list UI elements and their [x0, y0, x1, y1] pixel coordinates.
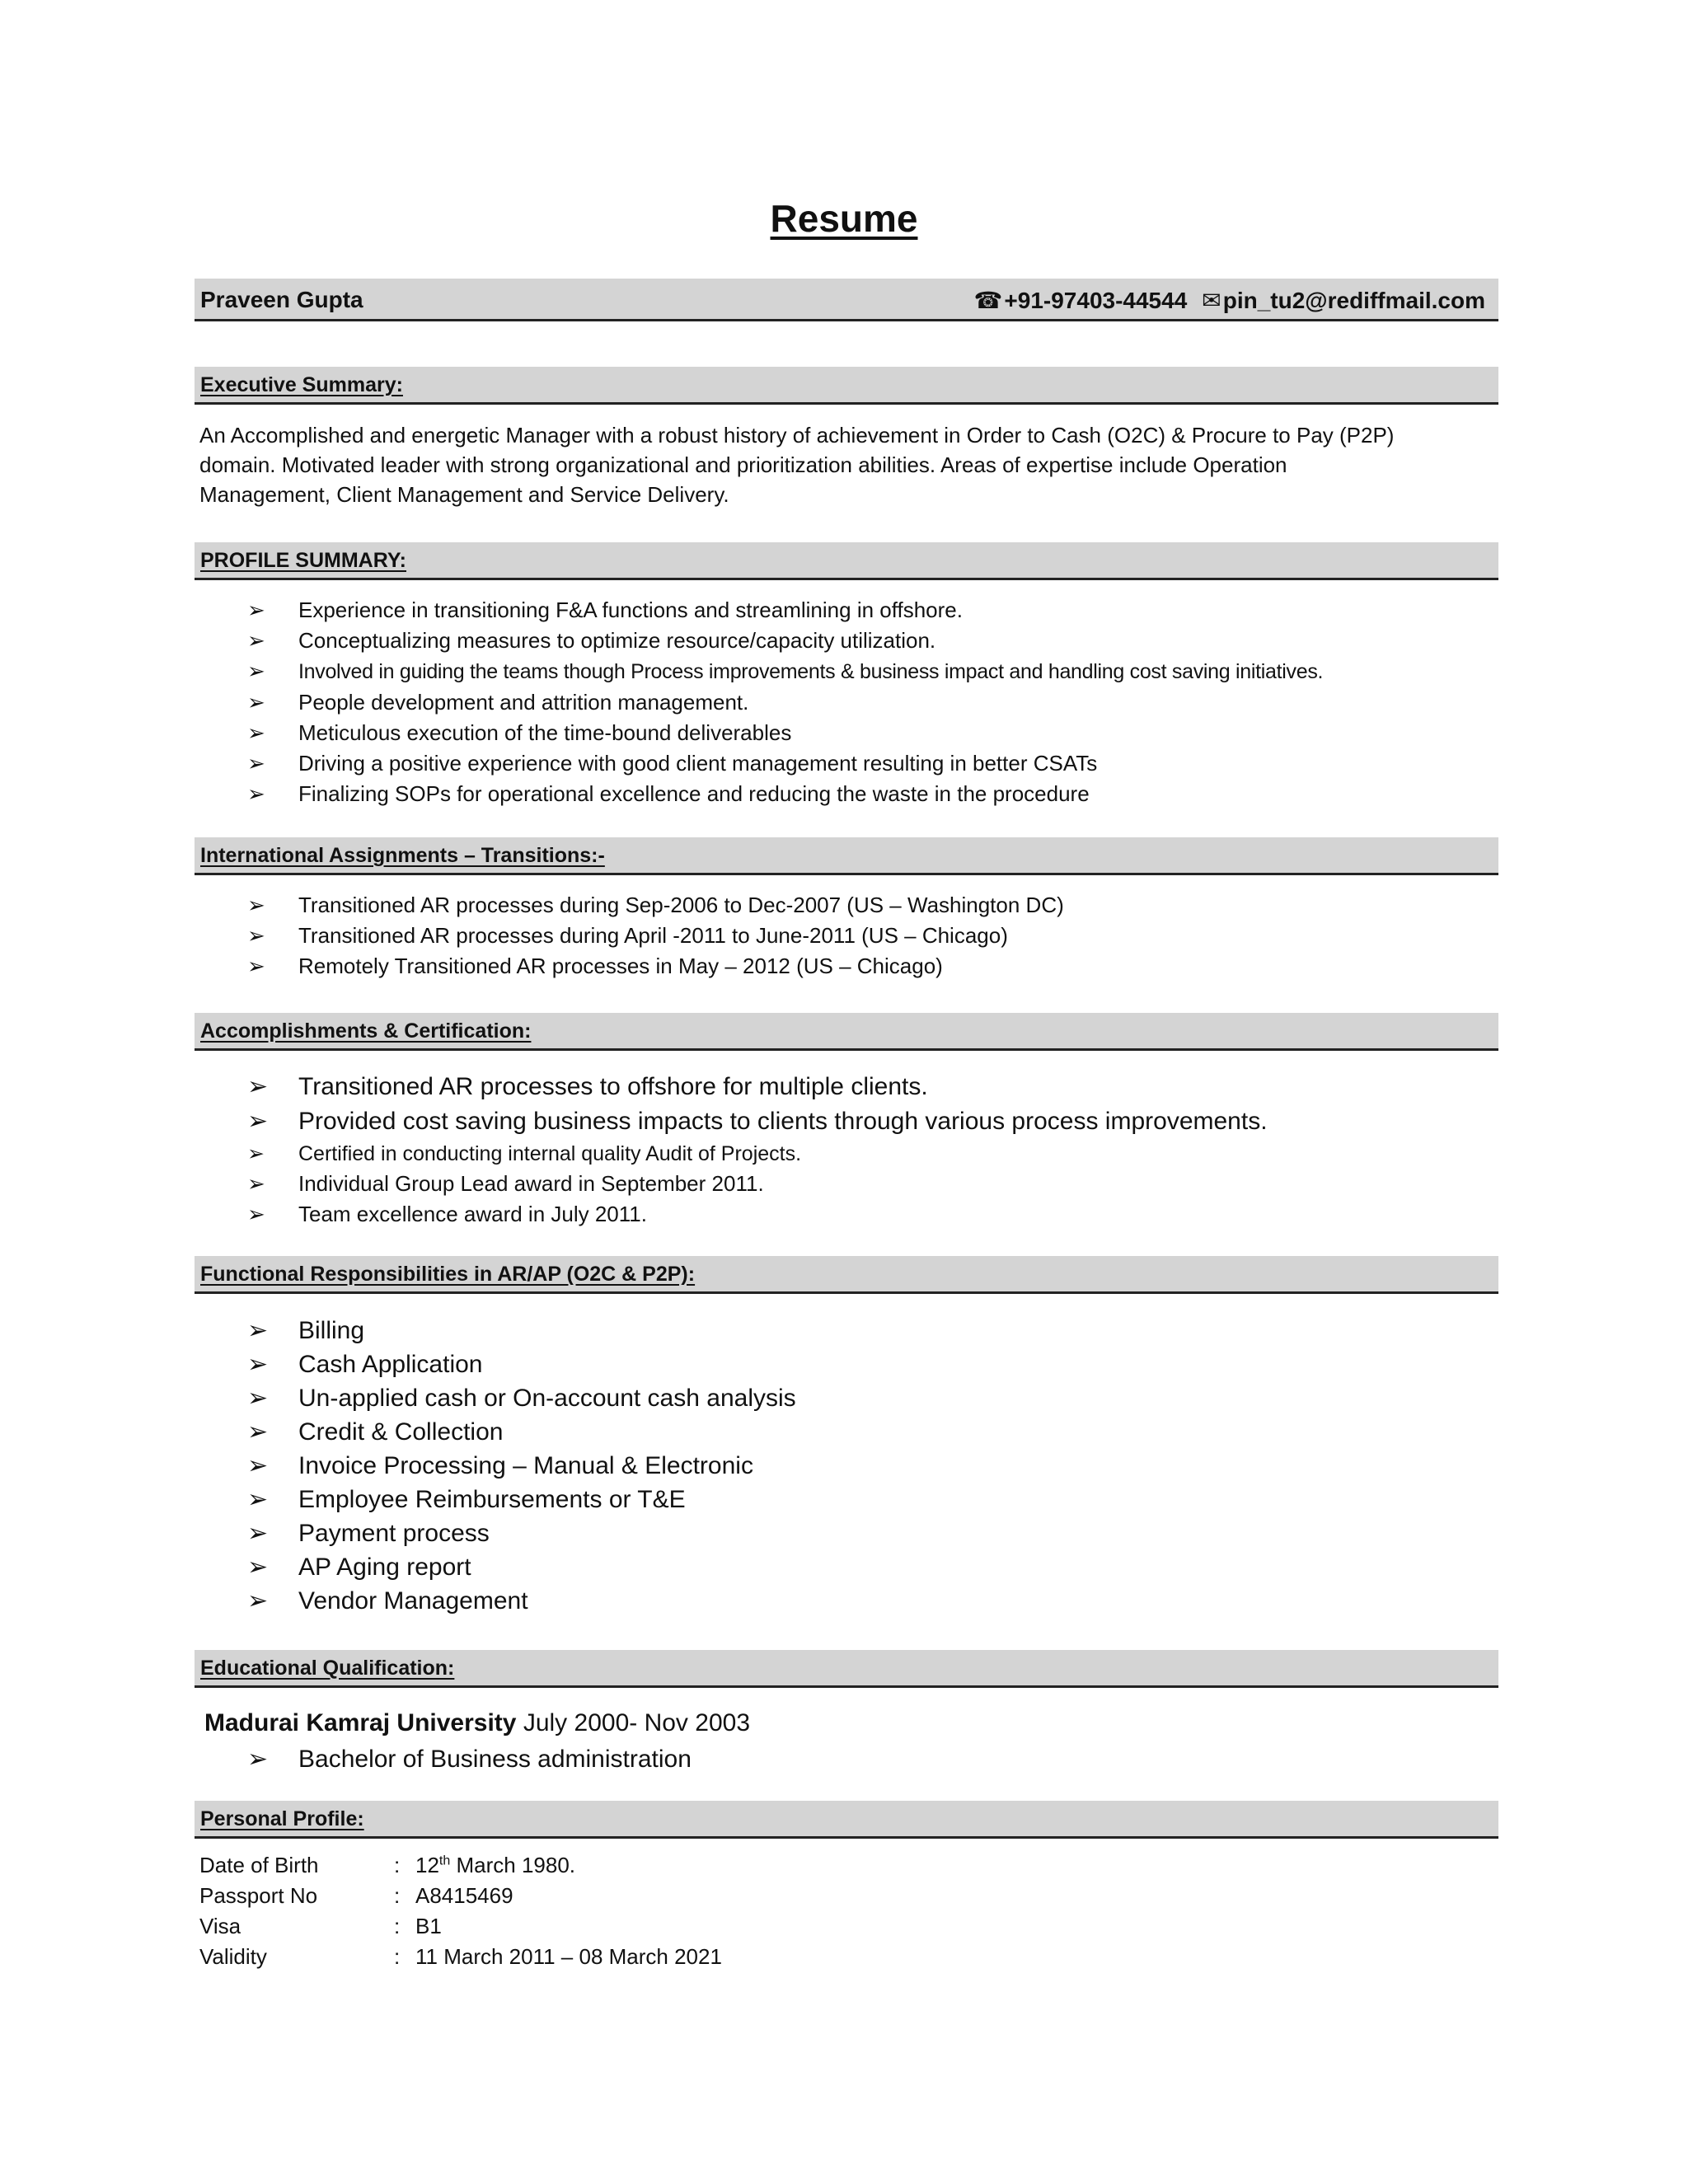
education-list: [247, 1742, 1500, 1776]
section-header-profile-summary: [195, 542, 1498, 580]
list-item: ➢ Cash Application: [247, 1347, 1500, 1381]
list-item: ➢ Involved in guiding the teams though Process improvements & business impact and handling cost saving initiatives.: [247, 656, 1500, 687]
table-row: [199, 1914, 722, 1944]
table-row: [199, 1883, 722, 1914]
summary-line: Management, Client Management and Service Delivery.: [199, 482, 729, 507]
arrow-bullet-icon: ➢: [247, 598, 265, 622]
email-address[interactable]: pin_tu2@rediffmail.com: [1222, 288, 1485, 313]
list-item: ➢ Team excellence award in July 2011.: [247, 1199, 1500, 1230]
section-header-personal-profile: [195, 1801, 1498, 1839]
section-header-education: [195, 1650, 1498, 1688]
arrow-bullet-icon: ➢: [247, 923, 265, 948]
section-title: Executive Summary:: [200, 373, 403, 396]
contact-info: [974, 287, 1485, 314]
list-item: ➢ Transitioned AR processes during April -2011 to June-2011 (US – Chicago): [247, 921, 1500, 951]
arrow-bullet-icon: ➢: [247, 781, 265, 806]
summary-line: An Accomplished and energetic Manager with a robust history of achievement in Order to Cash (O2C) & Procure to Pay (P2P): [199, 423, 1395, 448]
arrow-bullet-icon: ➢: [247, 751, 265, 776]
field-separator: :: [394, 1944, 401, 1969]
field-value: A8415469: [415, 1883, 513, 1908]
arrow-bullet-icon: ➢: [247, 1520, 269, 1547]
arrow-bullet-icon: ➢: [247, 1142, 265, 1165]
section-header-international-assignments: [195, 837, 1498, 875]
field-label: Visa: [199, 1914, 241, 1938]
field-separator: :: [394, 1883, 401, 1908]
section-title: Educational Qualification:: [200, 1657, 455, 1680]
section-header-accomplishments: [195, 1013, 1498, 1051]
list-item: ➢ Remotely Transitioned AR processes in May – 2012 (US – Chicago): [247, 951, 1500, 982]
international-assignments-list: [247, 890, 1500, 982]
institution-name: Madurai Kamraj University: [204, 1709, 517, 1736]
arrow-bullet-icon: ➢: [247, 1486, 269, 1513]
section-title: Accomplishments & Certification:: [200, 1019, 532, 1043]
list-item: ➢ Driving a positive experience with good client management resulting in better CSATs: [247, 748, 1500, 779]
section-title: PROFILE SUMMARY:: [200, 549, 406, 572]
phone-number[interactable]: +91-97403-44544: [1004, 288, 1188, 313]
arrow-bullet-icon: ➢: [247, 720, 265, 745]
list-item: ➢ Un-applied cash or On-account cash analysis: [247, 1381, 1500, 1415]
list-item: ➢ Bachelor of Business administration: [247, 1742, 1500, 1776]
personal-profile-table: [199, 1853, 722, 1975]
section-title: Functional Responsibilities in AR/AP (O2C & P2P):: [200, 1263, 696, 1286]
field-label: Date of Birth: [199, 1853, 319, 1877]
list-item: ➢ Experience in transitioning F&A functions and streamlining in offshore.: [247, 595, 1500, 626]
functional-responsibilities-list: [247, 1314, 1500, 1618]
list-item: ➢ Employee Reimbursements or T&E: [247, 1483, 1500, 1516]
table-row: [199, 1944, 722, 1975]
arrow-bullet-icon: ➢: [247, 1554, 269, 1581]
executive-summary-text: [199, 420, 1485, 509]
arrow-bullet-icon: ➢: [247, 1587, 269, 1615]
field-label: Passport No: [199, 1883, 318, 1908]
section-title: Personal Profile:: [200, 1807, 364, 1830]
arrow-bullet-icon: ➢: [247, 1202, 265, 1226]
accomplishments-list: [247, 1070, 1500, 1230]
list-item: ➢ Credit & Collection: [247, 1415, 1500, 1449]
list-item: ➢ People development and attrition management.: [247, 687, 1500, 718]
list-item: ➢ Transitioned AR processes during Sep-2006 to Dec-2007 (US – Washington DC): [247, 890, 1500, 921]
arrow-bullet-icon: ➢: [247, 1418, 269, 1446]
arrow-bullet-icon: ➢: [247, 1171, 265, 1196]
list-item: ➢ Individual Group Lead award in September 2011.: [247, 1169, 1500, 1199]
arrow-bullet-icon: ➢: [247, 658, 265, 683]
education-entry: [204, 1709, 750, 1737]
field-label: Validity: [199, 1944, 267, 1969]
field-value: B1: [415, 1914, 442, 1938]
document-title: Resume: [770, 197, 918, 240]
list-item: ➢ Provided cost saving business impacts to clients through various process improvements.: [247, 1104, 1500, 1139]
list-item: ➢ Invoice Processing – Manual & Electronic: [247, 1449, 1500, 1483]
list-item: ➢ Certified in conducting internal quality Audit of Projects.: [247, 1139, 1500, 1169]
arrow-bullet-icon: ➢: [247, 1073, 269, 1100]
arrow-bullet-icon: ➢: [247, 1317, 269, 1344]
arrow-bullet-icon: ➢: [247, 1746, 269, 1773]
list-item: ➢ Vendor Management: [247, 1584, 1500, 1618]
candidate-name: Praveen Gupta: [200, 287, 363, 312]
arrow-bullet-icon: ➢: [247, 954, 265, 978]
list-item: ➢ Payment process: [247, 1516, 1500, 1550]
field-separator: :: [394, 1914, 401, 1938]
field-value: 11 March 2011 – 08 March 2021: [415, 1944, 722, 1969]
field-value: 12th March 1980.: [415, 1853, 576, 1877]
phone-icon: ☎: [973, 288, 1003, 313]
envelope-icon: ✉: [1202, 288, 1221, 313]
field-separator: :: [394, 1853, 401, 1877]
summary-line: domain. Motivated leader with strong organizational and prioritization abilities. Areas of expertise include Operation: [199, 452, 1287, 477]
arrow-bullet-icon: ➢: [247, 1108, 269, 1135]
list-item: ➢ AP Aging report: [247, 1550, 1500, 1584]
table-row: [199, 1853, 722, 1883]
name-contact-bar: [195, 279, 1498, 321]
profile-summary-list: [247, 595, 1500, 809]
arrow-bullet-icon: ➢: [247, 893, 265, 917]
section-header-functional-responsibilities: [195, 1256, 1498, 1294]
arrow-bullet-icon: ➢: [247, 1351, 269, 1378]
list-item: ➢ Conceptualizing measures to optimize resource/capacity utilization.: [247, 626, 1500, 656]
list-item: ➢ Meticulous execution of the time-bound deliverables: [247, 718, 1500, 748]
list-item: ➢ Finalizing SOPs for operational excellence and reducing the waste in the procedure: [247, 779, 1500, 809]
education-period: July 2000- Nov 2003: [523, 1709, 750, 1736]
list-item: ➢ Billing: [247, 1314, 1500, 1347]
arrow-bullet-icon: ➢: [247, 628, 265, 653]
list-item: ➢ Transitioned AR processes to offshore for multiple clients.: [247, 1070, 1500, 1104]
arrow-bullet-icon: ➢: [247, 690, 265, 715]
arrow-bullet-icon: ➢: [247, 1452, 269, 1479]
section-title: International Assignments – Transitions:-: [200, 844, 605, 867]
arrow-bullet-icon: ➢: [247, 1385, 269, 1412]
section-header-executive-summary: [195, 367, 1498, 405]
